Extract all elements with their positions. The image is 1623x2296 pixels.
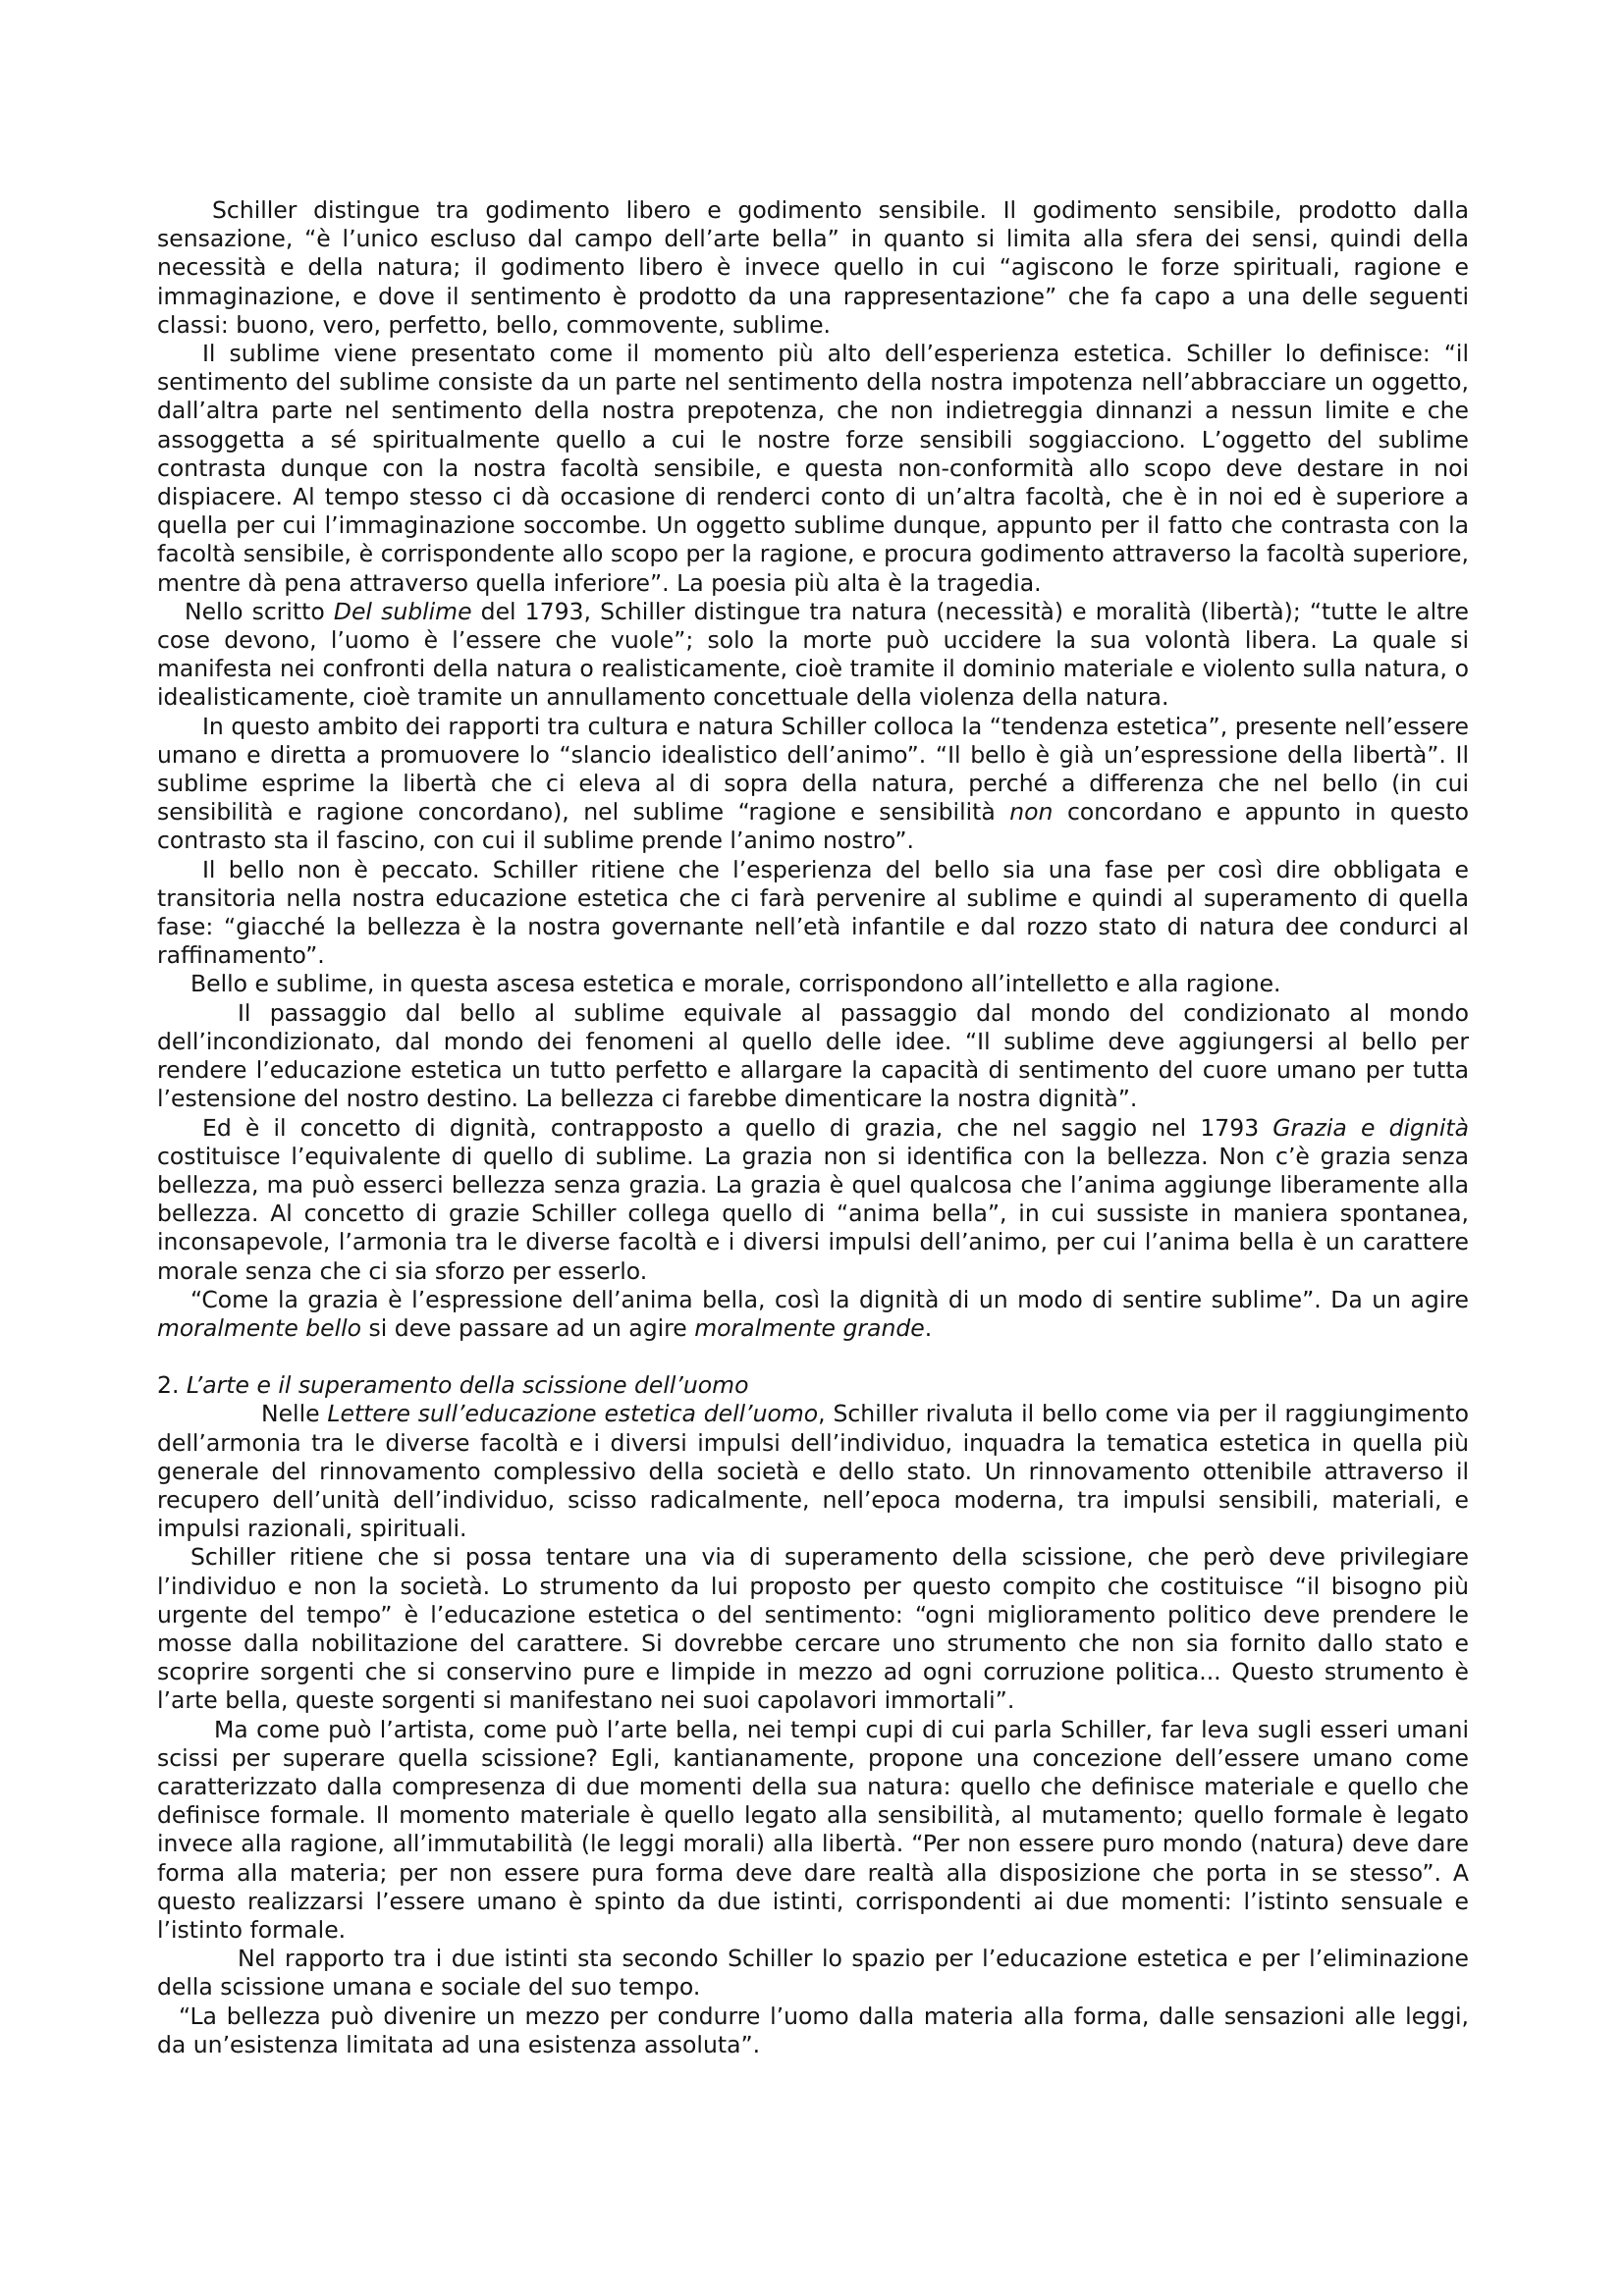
paragraph (157, 2002, 1469, 2059)
paragraph (157, 1400, 1469, 1543)
italic-text: moralmente bello (157, 1313, 362, 1342)
text-run: “Come la grazia è l’espressione dell’anima bella, così la dignità di un modo di sentire sublime”. Da un agire (190, 1285, 1469, 1313)
paragraph (157, 999, 1469, 1114)
text-run: Ed è il concetto di dignità, contrapposto a quello di grazia, che nel saggio nel 1793 (202, 1113, 1273, 1142)
text-run: Ma come può l’artista, come può l’arte bella, nei tempi cupi di cui parla Schiller, far leva sugli esseri umani scissi per superare quella scissione? Egli, kantianamente, propone una concezione dell’essere umano come caratterizzato dalla compresenza di due momenti della sua natura: quello che definisce materiale e quello che definisce formale. Il momento materiale è quello legato alla sensibilità, al mutamento; quello formale è legato invece alla ragione, all’immutabilità (le leggi morali) alla libertà. “Per non essere puro mondo (natura) deve dare forma alla materia; per non essere pura forma deve dare realtà alla disposizione che porta in se stesso”. A questo realizzarsi l’essere umano è spinto da due istinti, corrispondenti ai due momenti: l’istinto sensuale e l’istinto formale. (157, 1715, 1469, 1944)
text-run: Nel rapporto tra i due istinti sta secondo Schiller lo spazio per l’educazione estetica e per l’eliminazione della scissione umana e sociale del suo tempo. (157, 1945, 1469, 2002)
paragraph (157, 970, 1469, 998)
paragraph (157, 713, 1469, 856)
text-run: si deve passare ad un agire (361, 1313, 695, 1342)
text-run: Nello scritto (185, 597, 334, 625)
text-run: In questo ambito dei rapporti tra cultura e natura Schiller colloca la “tendenza estetica”, presente nell’essere umano e diretta a promuovere lo “slancio idealistico dell’animo”. “Il bello è già un’espressione della libertà”. Il sublime esprime la libertà che ci eleva al di sopra della natura, perché a differenza che nel bello (in cui sensibilità e ragione concordano), nel sublime “ragione e sensibilità (157, 712, 1469, 827)
paragraph (157, 1945, 1469, 2002)
paragraph (157, 1716, 1469, 1946)
text-run: Il sublime viene presentato come il momento più alto dell’esperienza estetica. Schiller lo definisce: “il sentimento del sublime consiste da un parte nel sentimento della nostra impotenza nell’abbracciare un oggetto, dall’altra parte nel sentimento della nostra prepotenza, che non indietreggia dinnanzi a nessun limite e che assoggetta a sé spiritualmente quello a cui le nostre forze sensibili soggiacciono. L’oggetto del sublime contrasta dunque con la nostra facoltà sensibile, e questa non-conformità allo scopo deve destare in noi dispiacere. Al tempo stesso ci dà occasione di renderci conto di un’altra facoltà, che è in noi ed è superiore a quella per cui l’immaginazione soccombe. Un oggetto sublime dunque, appunto per il fatto che contrasta con la facoltà sensibile, è corrispondente allo scopo per la ragione, e procura godimento attraverso la facoltà superiore, mentre dà pena attraverso quella inferiore”. La poesia più alta è la tragedia. (157, 340, 1469, 597)
text-run: 2. (157, 1371, 187, 1400)
paragraph (157, 1286, 1469, 1343)
italic-text: Del sublime (333, 597, 472, 625)
text-run: Il bello non è peccato. Schiller ritiene che l’esperienza del bello sia una fase per così dire obbligata e transitoria nella nostra educazione estetica che ci farà pervenire al sublime e quindi al superamento di quella fase: “giacché la bellezza è la nostra governante nell’età infantile e dal rozzo stato di natura dee condurci al raffinamento”. (157, 855, 1469, 970)
text-run: Il passaggio dal bello al sublime equivale al passaggio dal mondo del condizionato al mondo dell’incondizionato, dal mondo dei fenomeni al quello delle idee. “Il sublime deve aggiungersi al bello per rendere l’educazione estetica un tutto perfetto e allargare la capacità di sentimento del cuore umano per tutta l’estensione del nostro destino. La bellezza ci farebbe dimenticare la nostra dignità”. (157, 998, 1469, 1113)
italic-text: non (1009, 798, 1054, 827)
section-heading (157, 1371, 1469, 1400)
paragraph (157, 598, 1469, 713)
text-run: Schiller distingue tra godimento libero e godimento sensibile. Il godimento sensibile, prodotto dalla sensazione, “è l’unico escluso dal campo dell’arte bella” in quanto si limita alla sfera dei sensi, quindi della necessità e della natura; il godimento libero è invece quello in cui “agiscono le forze spirituali, ragione e immaginazione, e dove il sentimento è prodotto da una rappresentazione” che fa capo a una delle seguenti classi: buono, vero, perfetto, bello, commovente, sublime. (157, 196, 1469, 339)
text-run: costituisce l’equivalente di quello di sublime. La grazia non si identifica con la bellezza. Non c’è grazia senza bellezza, ma può esserci bellezza senza grazia. La grazia è quel qualcosa che l’anima aggiunge liberamente alla bellezza. Al concetto di grazie Schiller collega quello di “anima bella”, in cui sussiste in maniera spontanea, inconsapevole, l’armonia tra le diverse facoltà e i diversi impulsi dell’animo, per cui l’anima bella è un carattere morale senza che ci sia sforzo per esserlo. (157, 1142, 1469, 1285)
text-run: Nelle (261, 1400, 328, 1428)
paragraph (157, 1114, 1469, 1286)
text-run: . (924, 1313, 933, 1342)
italic-text: moralmente grande (694, 1313, 925, 1342)
paragraph (157, 196, 1469, 340)
text-run: Schiller ritiene che si possa tentare una via di superamento della scissione, che però deve privilegiare l’individuo e non la società. Lo strumento da lui proposto per questo compito che costituisce “il bisogno più urgente del tempo” è l’educazione estetica o del sentimento: “ogni miglioramento politico deve prendere le mosse dalla nobilitazione del carattere. Si dovrebbe cercare uno strumento che non sia fornito dallo stato e scoprire sorgenti che si conservino pure e limpide in mezzo ad ogni corruzione politica... Questo strumento è l’arte bella, queste sorgenti si manifestano nei suoi capolavori immortali”. (157, 1543, 1469, 1715)
text-run: Bello e sublime, in questa ascesa estetica e morale, corrispondono all’intelletto e alla ragione. (190, 970, 1281, 998)
text-run: concordano e appunto in questo contrasto sta il fascino, con cui il sublime prende l’animo nostro”. (157, 798, 1469, 855)
italic-text: Lettere sull’educazione estetica dell’uomo (327, 1400, 819, 1428)
paragraph (157, 340, 1469, 598)
paragraph (157, 1543, 1469, 1715)
italic-text: Grazia e dignità (1272, 1113, 1469, 1142)
paragraph (157, 856, 1469, 971)
document-page (157, 196, 1469, 2059)
text-run: “La bellezza può divenire un mezzo per condurre l’uomo dalla materia alla forma, dalle sensazioni alle leggi, da un’esistenza limitata ad una esistenza assoluta”. (157, 2002, 1469, 2058)
text-run: del 1793, Schiller distingue tra natura (necessità) e moralità (libertà); “tutte le altre cose devono, l’uomo è l’essere che vuole”; solo la morte può uccidere la sua volontà libera. La quale si manifesta nei confronti della natura o realisticamente, cioè tramite il dominio materiale e violento sulla natura, o idealisticamente, cioè tramite un annullamento concettuale della violenza della natura. (157, 597, 1470, 712)
italic-text: L’arte e il superamento della scissione dell’uomo (186, 1371, 749, 1400)
text-run: , Schiller rivaluta il bello come via per il raggiungimento dell’armonia tra le diverse facoltà e i diversi impulsi dell’individuo, inquadra la tematica estetica in quella più generale del rinnovamento complessivo della società e dello stato. Un rinnovamento ottenibile attraverso il recupero dell’unità dell’individuo, scisso radicalmente, nell’epoca moderna, tra impulsi sensibili, materiali, e impulsi razionali, spirituali. (157, 1400, 1470, 1543)
